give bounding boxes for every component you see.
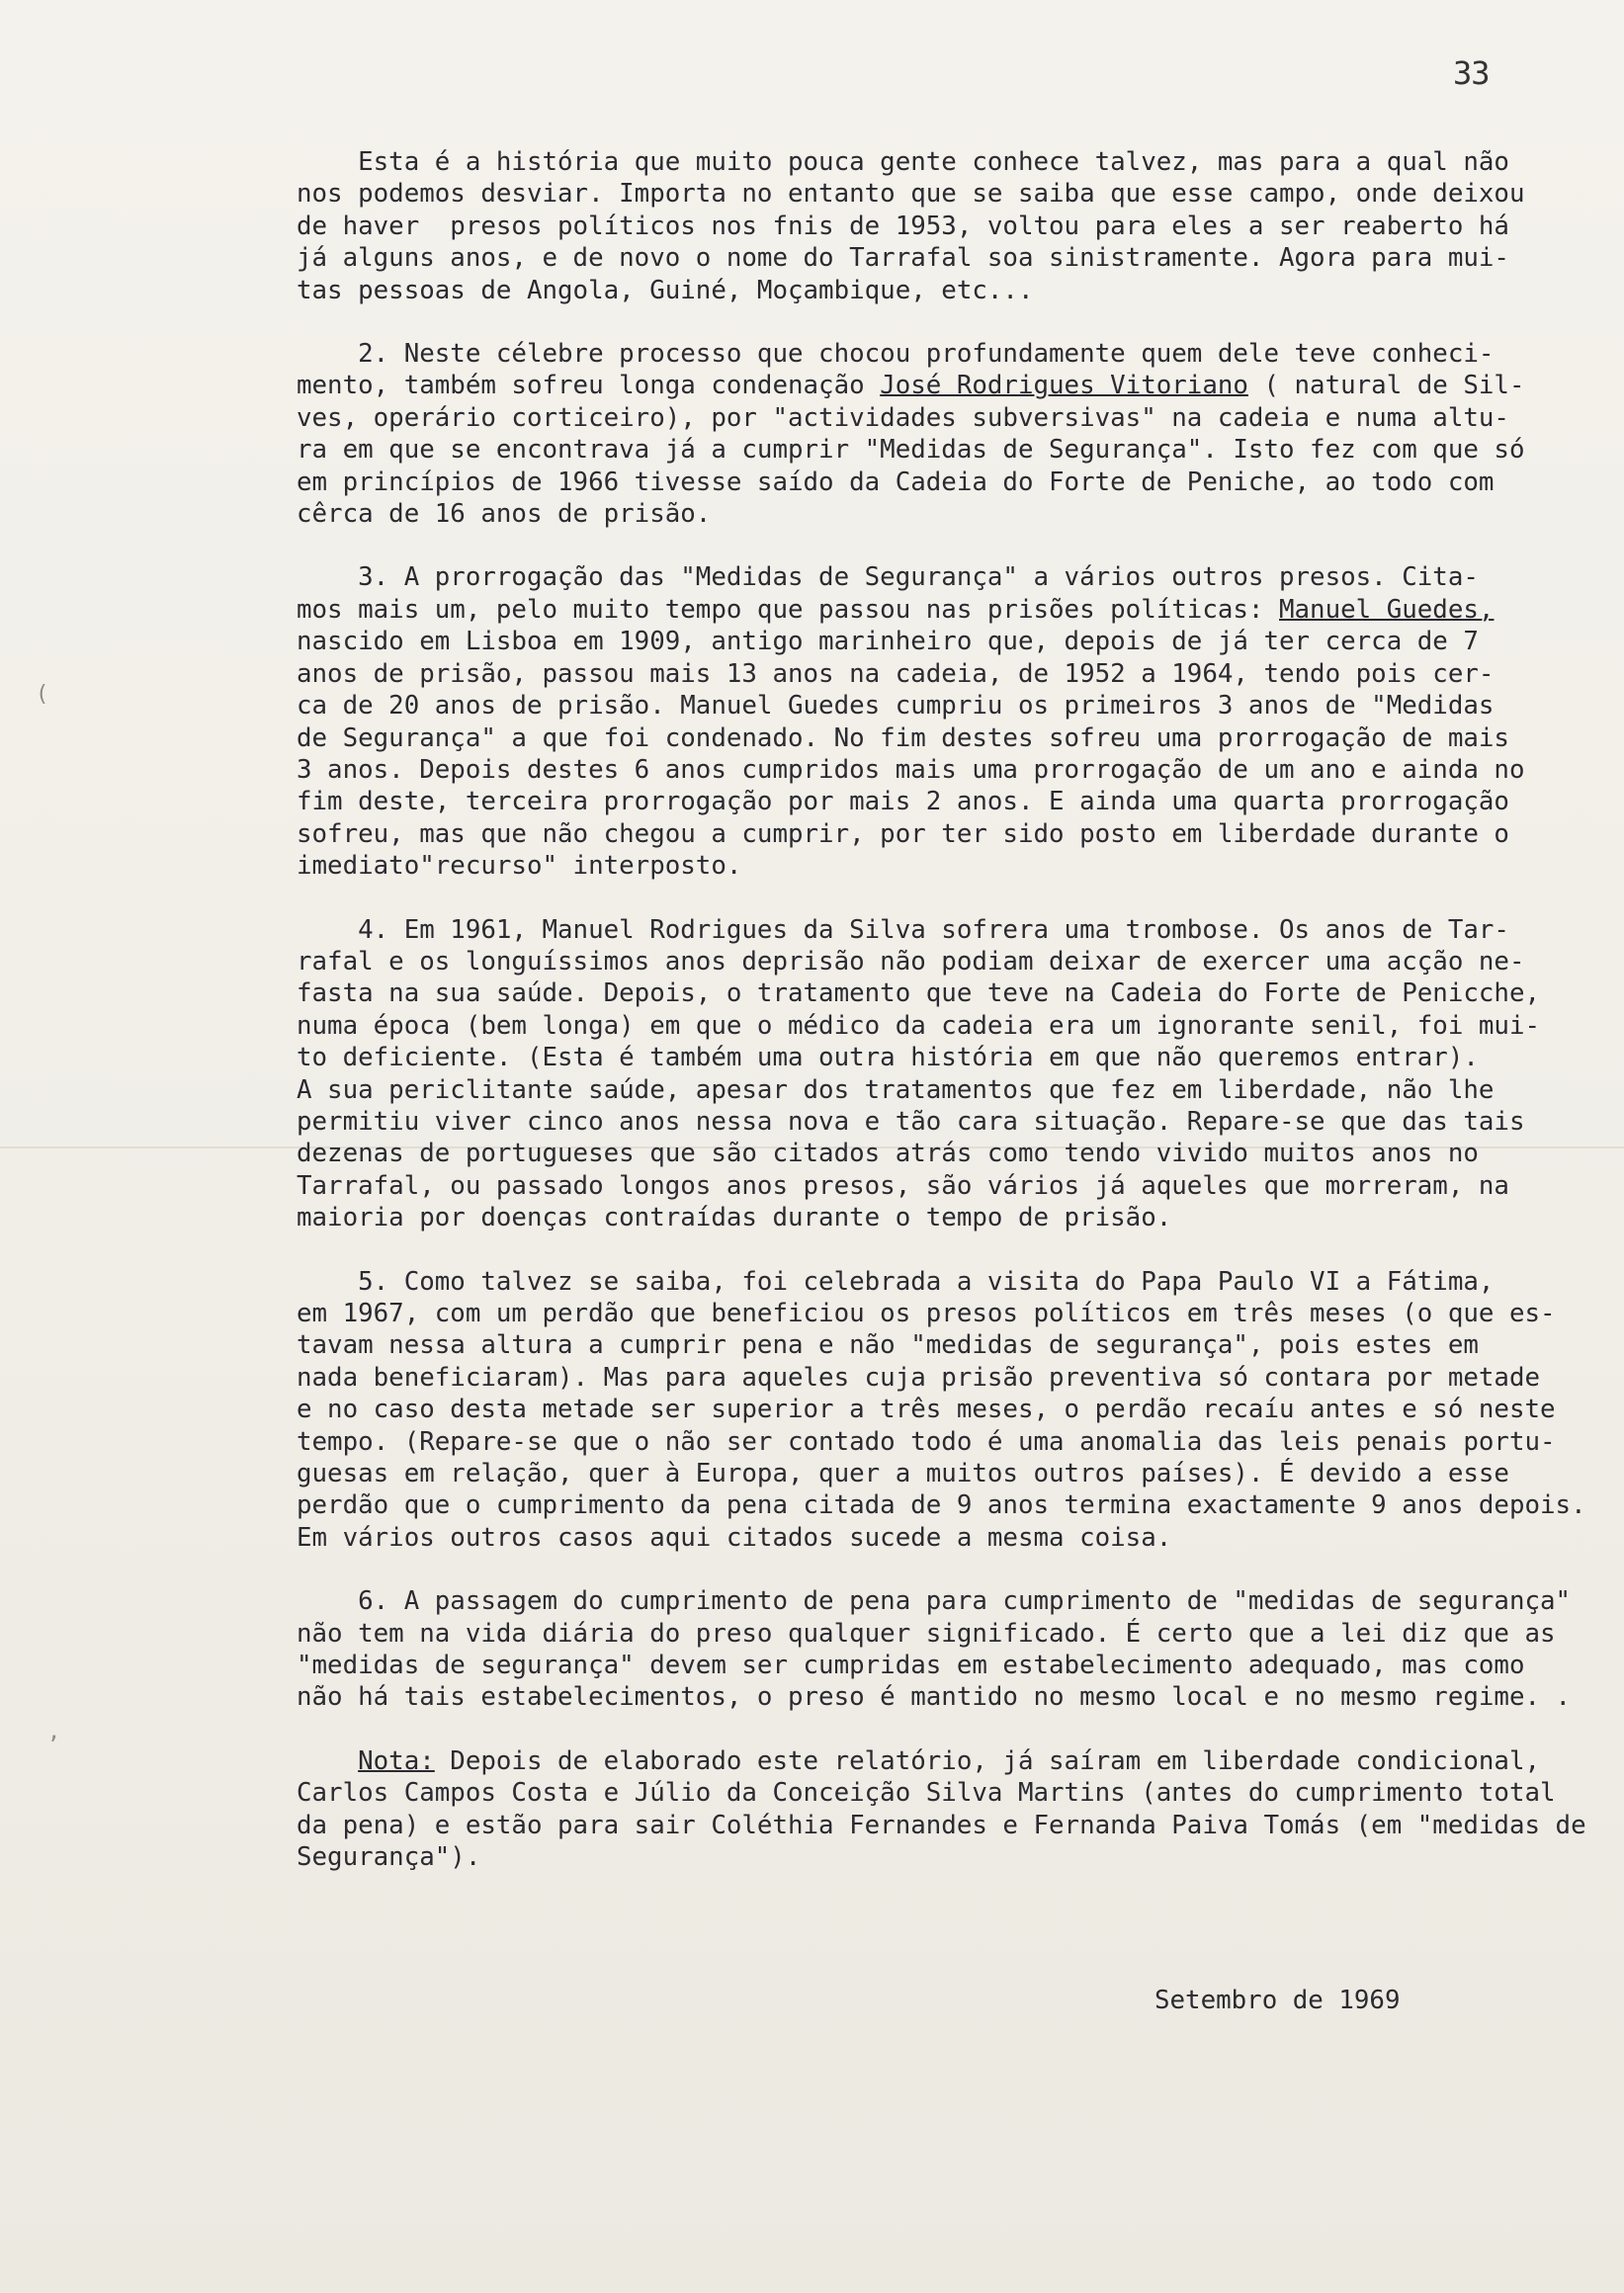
paragraph xyxy=(297,146,1572,306)
page-number: 33 xyxy=(1453,54,1490,92)
text-line xyxy=(297,850,1572,882)
text-line xyxy=(297,1202,1572,1233)
text-line xyxy=(297,1585,1572,1617)
text-segment: 6. A passagem do cumprimento de pena para cumprimento de "medidas de segurança" xyxy=(297,1586,1572,1617)
underlined-text: Manuel Guedes, xyxy=(1279,594,1495,625)
text-segment: nada beneficiaram). Mas para aqueles cuja prisão preventiva só contara por metade xyxy=(297,1362,1541,1393)
text-line xyxy=(297,402,1572,434)
text-segment: cêrca de 16 anos de prisão. xyxy=(297,499,712,530)
text-segment: 3. A prorrogação das "Medidas de Segurança" a vários outros presos. Cita- xyxy=(297,562,1479,593)
text-line xyxy=(297,818,1572,850)
document-body xyxy=(297,146,1586,1906)
text-segment: ca de 20 anos de prisão. Manuel Guedes cumpriu os primeiros 3 anos de "Medidas xyxy=(297,691,1495,722)
text-line xyxy=(297,561,1572,593)
text-segment: ra em que se encontrava já a cumprir "Medidas de Segurança". Isto fez com que só xyxy=(297,435,1525,466)
text-segment: tempo. (Repare-se que o não ser contado todo é uma anomalia das leis penais portu- xyxy=(297,1426,1556,1457)
text-segment: dezenas de portugueses que são citados atrás como tendo vivido muitos anos no xyxy=(297,1139,1479,1169)
text-segment: sofreu, mas que não chegou a cumprir, por ter sido posto em liberdade durante o xyxy=(297,818,1509,849)
text-segment: perdão que o cumprimento da pena citada de 9 anos termina exactamente 9 anos depois. xyxy=(297,1490,1586,1521)
text-segment: da pena) e estão para sair Coléthia Fernandes e Fernanda Paiva Tomás (em "medidas de xyxy=(297,1810,1586,1840)
text-segment xyxy=(297,1746,358,1776)
text-segment: em princípios de 1966 tivesse saído da Cadeia do Forte de Peniche, ao todo com xyxy=(297,467,1495,497)
text-line xyxy=(297,1106,1572,1138)
text-segment: tavam nessa altura a cumprir pena e não "medidas de segurança", pois estes em xyxy=(297,1330,1479,1361)
text-line xyxy=(297,1266,1572,1298)
text-segment: ves, operário corticeiro), por "actividades subversivas" na cadeia e numa altu- xyxy=(297,402,1509,433)
text-line xyxy=(297,1074,1572,1106)
text-line xyxy=(297,626,1572,657)
text-segment: to deficiente. (Esta é também uma outra história em que não queremos entrar). xyxy=(297,1043,1479,1073)
text-segment: Em vários outros casos aqui citados sucede a mesma coisa. xyxy=(297,1522,1172,1553)
text-line xyxy=(297,1650,1572,1681)
text-segment: não há tais estabelecimentos, o preso é mantido no mesmo local e no mesmo regime. . xyxy=(297,1682,1572,1713)
text-segment: A sua periclitante saúde, apesar dos tratamentos que fez em liberdade, não lhe xyxy=(297,1074,1495,1105)
text-line xyxy=(297,338,1572,370)
paragraph xyxy=(297,1745,1586,1874)
text-line xyxy=(297,1681,1572,1713)
text-line xyxy=(297,977,1572,1009)
text-line xyxy=(297,914,1572,946)
text-line xyxy=(297,434,1572,466)
text-line xyxy=(297,1745,1572,1777)
underlined-text: Nota: xyxy=(358,1745,435,1776)
text-line xyxy=(297,594,1572,626)
text-line xyxy=(297,1362,1572,1394)
text-line xyxy=(297,1298,1572,1329)
text-segment: já alguns anos, e de novo o nome do Tarrafal soa sinistramente. Agora para mui- xyxy=(297,243,1509,274)
text-segment: mento, também sofreu longa condenação xyxy=(297,371,881,401)
text-segment: Tarrafal, ou passado longos anos presos, são vários já aqueles que morreram, na xyxy=(297,1170,1509,1201)
text-segment: "medidas de segurança" devem ser cumpridas em estabelecimento adequado, mas como xyxy=(297,1651,1525,1681)
text-line xyxy=(297,946,1572,977)
text-line xyxy=(297,754,1572,786)
text-segment: 5. Como talvez se saiba, foi celebrada a visita do Papa Paulo VI a Fátima, xyxy=(297,1266,1495,1297)
paragraph xyxy=(297,1266,1586,1555)
margin-mark: , xyxy=(47,1720,61,1744)
text-line xyxy=(297,1777,1572,1809)
text-segment: mos mais um, pelo muito tempo que passou nas prisões políticas: xyxy=(297,594,1279,625)
underlined-text: José Rodrigues Vitoriano xyxy=(880,371,1248,401)
text-segment: fasta na sua saúde. Depois, o tratamento que teve na Cadeia do Forte de Penicche, xyxy=(297,978,1541,1009)
text-line xyxy=(297,1138,1572,1169)
margin-mark: ( xyxy=(36,682,49,707)
text-line xyxy=(297,1810,1586,1841)
text-line xyxy=(297,211,1572,242)
text-segment: maioria por doenças contraídas durante o tempo de prisão. xyxy=(297,1203,1172,1233)
text-line xyxy=(297,658,1572,690)
text-segment: numa época (bem longa) em que o médico da cadeia era um ignorante senil, foi mui- xyxy=(297,1010,1541,1041)
text-segment: 3 anos. Depois destes 6 anos cumpridos mais uma prorrogação de um ano e ainda no xyxy=(297,754,1525,785)
text-line xyxy=(297,1426,1572,1458)
text-line xyxy=(297,1170,1572,1202)
text-line xyxy=(297,275,1572,306)
text-segment: de Segurança" a que foi condenado. No fim destes sofreu uma prorrogação de mais xyxy=(297,722,1509,753)
text-segment: imediato"recurso" interposto. xyxy=(297,851,742,882)
text-line xyxy=(297,1458,1572,1489)
text-segment: permitiu viver cinco anos nessa nova e tão cara situação. Repare-se que das tais xyxy=(297,1106,1525,1137)
text-segment: Carlos Campos Costa e Júlio da Conceição Silva Martins (antes do cumprimento total xyxy=(297,1778,1556,1809)
text-line xyxy=(297,242,1572,274)
text-segment: nascido em Lisboa em 1909, antigo marinheiro que, depois de já ter cerca de 7 xyxy=(297,627,1479,657)
text-line xyxy=(297,1042,1572,1073)
text-line xyxy=(297,786,1572,817)
text-line xyxy=(297,178,1572,210)
text-line xyxy=(297,690,1572,722)
text-line xyxy=(297,1394,1572,1425)
text-line xyxy=(297,370,1572,401)
text-line xyxy=(297,467,1572,498)
text-line xyxy=(297,146,1572,178)
text-line xyxy=(297,722,1572,754)
text-segment: ( natural de Sil- xyxy=(1247,371,1525,401)
text-line xyxy=(297,1489,1586,1521)
paragraph xyxy=(297,338,1572,530)
text-segment: tas pessoas de Angola, Guiné, Moçambique, etc... xyxy=(297,275,1034,305)
text-line xyxy=(297,1841,1572,1873)
text-segment: rafal e os longuíssimos anos deprisão não podiam deixar de exercer uma acção ne- xyxy=(297,946,1525,977)
text-segment: 2. Neste célebre processo que chocou profundamente quem dele teve conheci- xyxy=(297,339,1495,370)
text-line xyxy=(297,1010,1572,1042)
text-segment: guesas em relação, quer à Europa, quer a muitos outros países). É devido a esse xyxy=(297,1459,1509,1489)
text-segment: fim deste, terceira prorrogação por mais 2 anos. E ainda uma quarta prorrogação xyxy=(297,787,1509,817)
text-line xyxy=(297,498,1572,530)
text-segment: nos podemos desviar. Importa no entanto que se saiba que esse campo, onde deixou xyxy=(297,179,1525,210)
paragraph xyxy=(297,561,1572,882)
paragraph xyxy=(297,914,1572,1234)
text-segment: Depois de elaborado este relatório, já saíram em liberdade condicional, xyxy=(434,1745,1541,1776)
text-segment: anos de prisão, passou mais 13 anos na cadeia, de 1952 a 1964, tendo pois cer- xyxy=(297,658,1495,689)
text-segment: de haver presos políticos nos fnis de 1953, voltou para eles a ser reaberto há xyxy=(297,211,1509,241)
text-line xyxy=(297,1522,1572,1554)
text-segment: 4. Em 1961, Manuel Rodrigues da Silva sofrera uma trombose. Os anos de Tar- xyxy=(297,914,1509,945)
text-line xyxy=(297,1618,1572,1650)
text-segment: não tem na vida diária do preso qualquer significado. É certo que a lei diz que as xyxy=(297,1618,1556,1649)
text-segment: em 1967, com um perdão que beneficiou os presos políticos em três meses (o que es- xyxy=(297,1299,1556,1328)
paragraph xyxy=(297,1585,1572,1714)
text-segment: e no caso desta metade ser superior a três meses, o perdão recaíu antes e só neste xyxy=(297,1395,1556,1425)
document-date: Setembro de 1969 xyxy=(1154,1986,1401,2015)
text-segment: Segurança"). xyxy=(297,1842,481,1873)
text-segment: Esta é a história que muito pouca gente conhece talvez, mas para a qual não xyxy=(297,147,1509,177)
text-line xyxy=(297,1329,1572,1361)
